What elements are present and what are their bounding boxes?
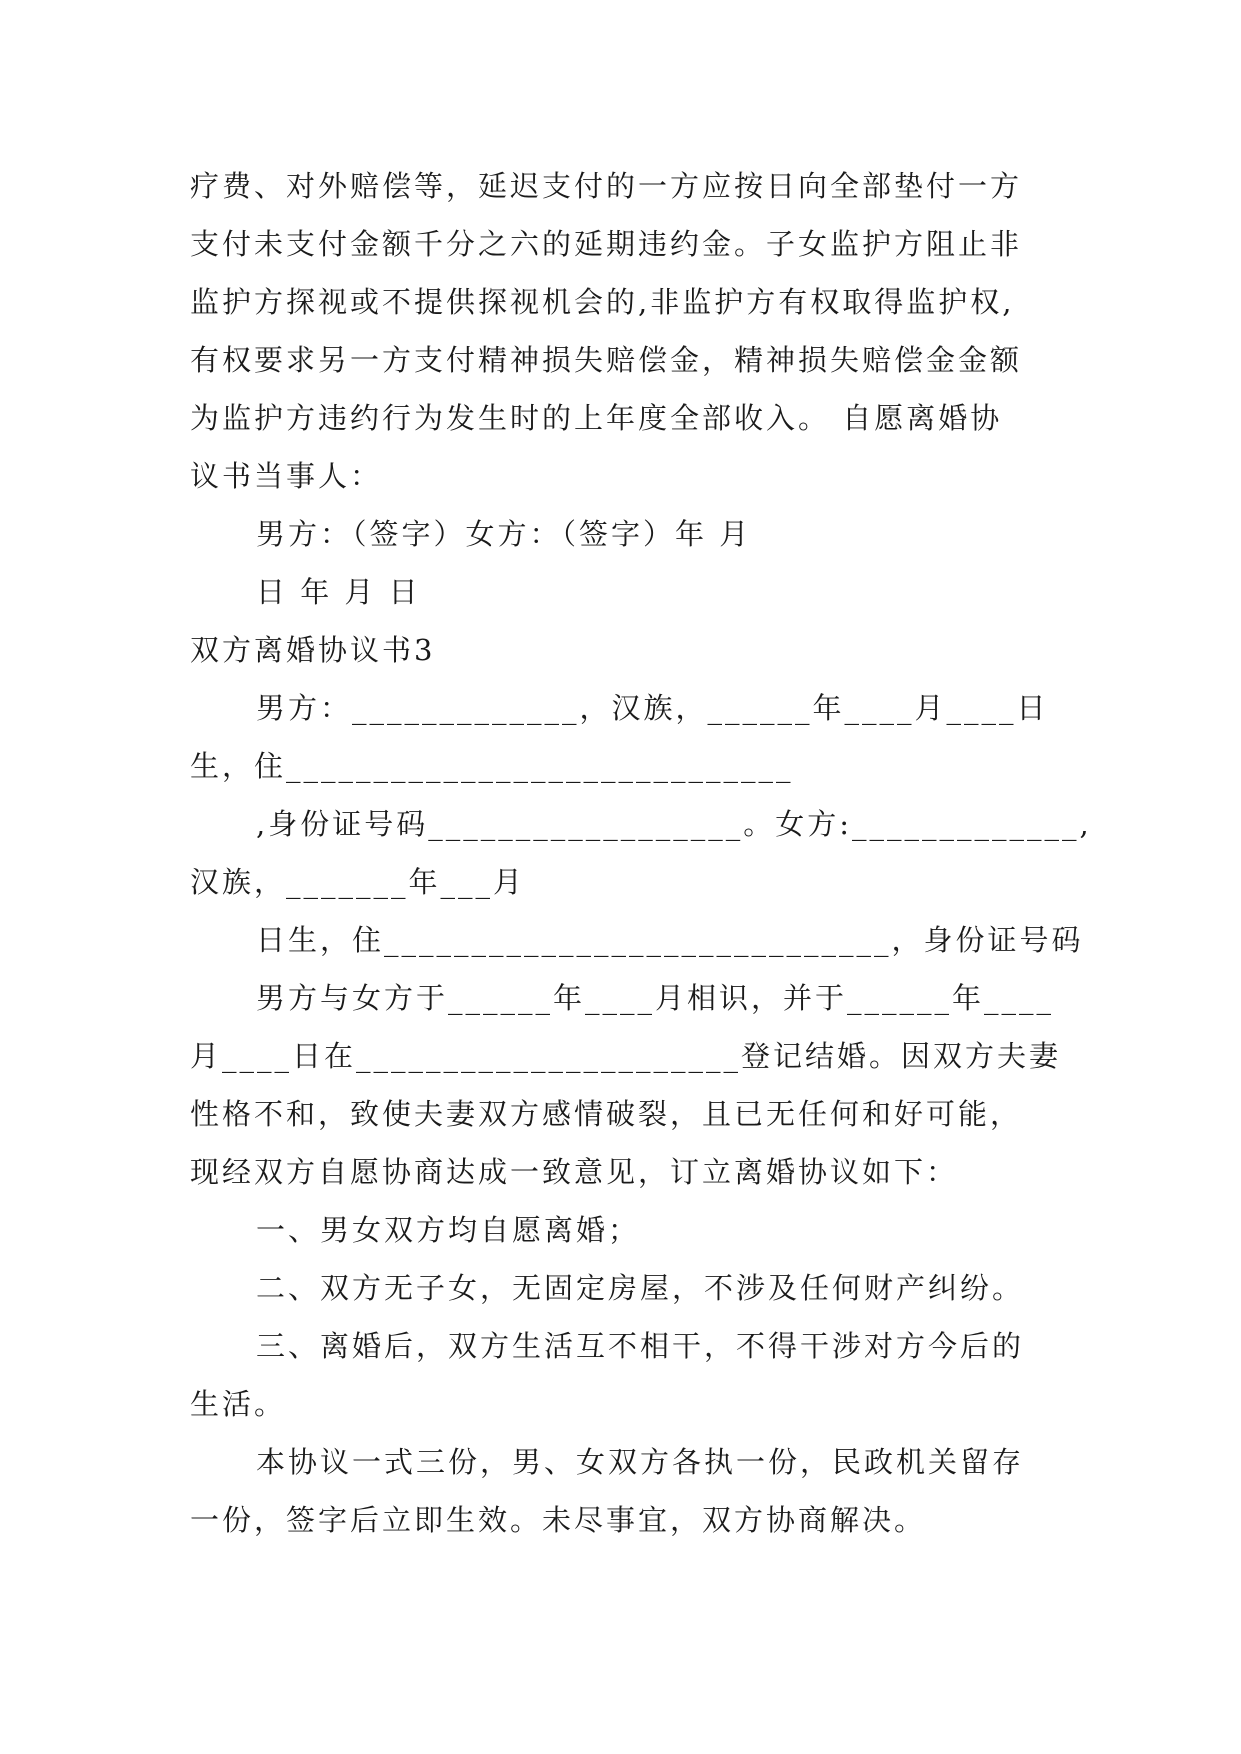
text-line-13: 汉族，_______年___月 [190, 865, 526, 899]
clause-1: 一、男女双方均自愿离婚； [256, 1213, 641, 1247]
text-line-2: 支付未支付金额千分之六的延期违约金。子女监护方阻止非 [190, 227, 1023, 261]
clause-2: 二、双方无子女，无固定房屋，不涉及任何财产纠纷。 [256, 1271, 1025, 1305]
text-line-15: 男方与女方于______年____月相识，并于______年____ [256, 981, 1055, 1015]
text-line-3: 监护方探视或不提供探视机会的,非监护方有权取得监护权, [190, 285, 1015, 319]
clause-3-cont: 生活。 [190, 1387, 287, 1421]
text-line-4: 有权要求另一方支付精神损失赔偿金，精神损失赔偿金金额 [190, 343, 1023, 377]
clause-3: 三、离婚后，双方生活互不相干，不得干涉对方今后的 [256, 1329, 1025, 1363]
text-line-10: 男方：_____________，汉族，______年____月____日 [256, 691, 1049, 725]
signature-line: 男方：（签字）女方：（签字）年 月 [256, 517, 752, 551]
text-line-6: 议书当事人： [190, 459, 383, 493]
text-line-5: 为监护方违约行为发生时的上年度全部收入。 自愿离婚协 [190, 401, 1003, 435]
text-line-16: 月____日在______________________登记结婚。因双方夫妻 [190, 1039, 1062, 1073]
text-line-24: 一份，签字后立即生效。未尽事宜，双方协商解决。 [190, 1503, 927, 1537]
text-line-12: ,身份证号码__________________。女方:_____________, [256, 807, 1092, 841]
text-line-1: 疗费、对外赔偿等，延迟支付的一方应按日向全部垫付一方 [190, 169, 1023, 203]
date-line: 日 年 月 日 [256, 575, 421, 609]
text-line-23: 本协议一式三份，男、女双方各执一份，民政机关留存 [256, 1445, 1025, 1479]
text-line-18: 现经双方自愿协商达成一致意见，订立离婚协议如下： [190, 1155, 959, 1189]
text-line-11: 生，住_____________________________ [190, 749, 794, 783]
text-line-14: 日生，住_____________________________，身份证号码 [256, 923, 1084, 957]
text-line-17: 性格不和，致使夫妻双方感情破裂，且已无任何和好可能， [190, 1097, 1023, 1131]
section-heading: 双方离婚协议书3 [190, 633, 436, 667]
